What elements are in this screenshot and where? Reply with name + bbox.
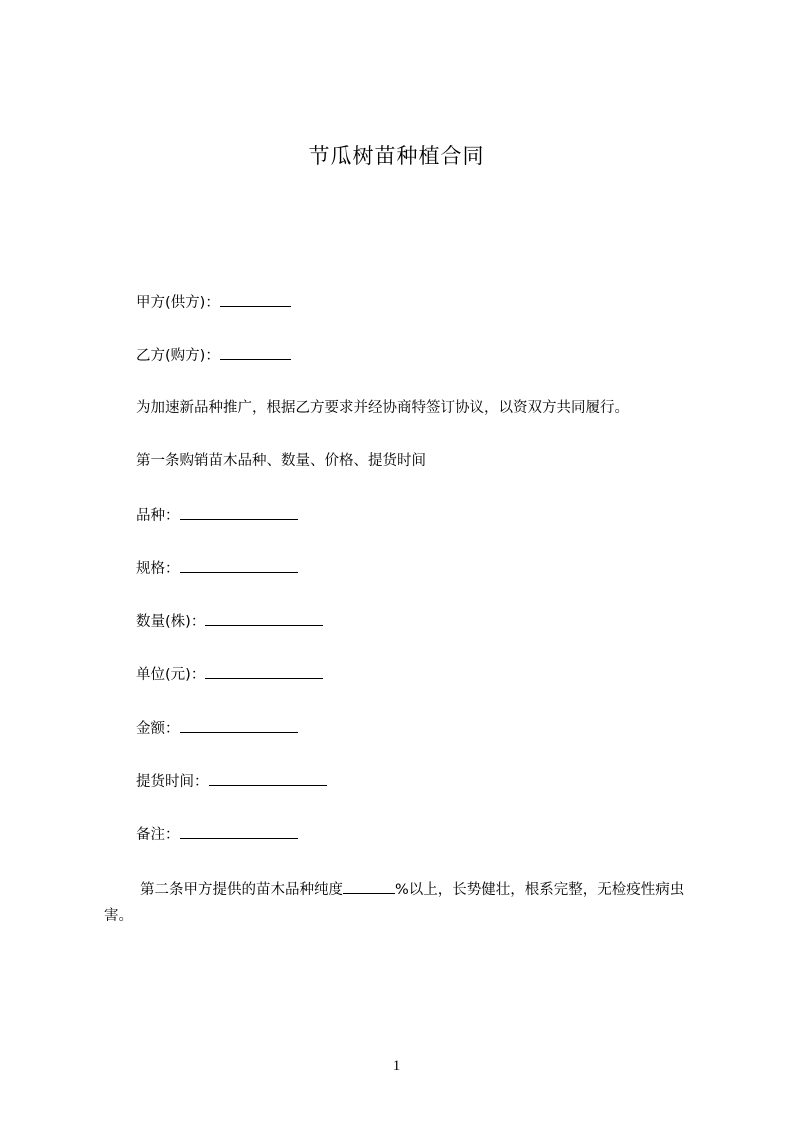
party-b-line — [136, 345, 291, 366]
amount-label: 金额： — [136, 721, 180, 737]
party-a-label: 甲方(供方)： — [136, 295, 220, 311]
spec-line — [136, 558, 298, 579]
purity-blank[interactable] — [343, 879, 395, 894]
variety-line — [136, 505, 298, 526]
quantity-blank[interactable] — [205, 611, 323, 626]
quantity-label: 数量(株)： — [136, 614, 206, 630]
spec-blank[interactable] — [180, 558, 298, 573]
pickup-time-blank[interactable] — [209, 771, 327, 786]
amount-blank[interactable] — [180, 718, 298, 733]
article-2-suffix: %以上，长势健壮，根系完整，无检疫性病虫害。 — [104, 882, 685, 924]
pickup-time-label: 提货时间： — [136, 774, 209, 790]
intro-paragraph: 为加速新品种推广，根据乙方要求并经协商特签订协议，以资双方共同履行。 — [136, 400, 629, 416]
pickup-time-line — [136, 771, 327, 792]
party-b-label: 乙方(购方)： — [136, 348, 220, 364]
remarks-line — [136, 824, 298, 845]
party-a-line — [136, 292, 291, 313]
article-2-paragraph — [104, 877, 704, 929]
variety-label: 品种： — [136, 508, 180, 524]
quantity-line — [136, 611, 323, 632]
remarks-label: 备注： — [136, 827, 180, 843]
article-1-heading: 第一条购销苗木品种、数量、价格、提货时间 — [136, 453, 426, 469]
document-title: 节瓜树苗种植合同 — [308, 144, 485, 168]
party-b-blank[interactable] — [220, 345, 291, 360]
amount-line — [136, 718, 298, 739]
page-number: 1 — [392, 1058, 401, 1074]
unit-price-line — [136, 664, 323, 685]
unit-price-label: 单位(元)： — [136, 667, 206, 683]
article-2-prefix: 第二条甲方提供的苗木品种纯度 — [140, 882, 343, 898]
party-a-blank[interactable] — [220, 292, 291, 307]
unit-price-blank[interactable] — [205, 664, 323, 679]
spec-label: 规格： — [136, 561, 180, 577]
remarks-blank[interactable] — [180, 824, 298, 839]
variety-blank[interactable] — [180, 505, 298, 520]
